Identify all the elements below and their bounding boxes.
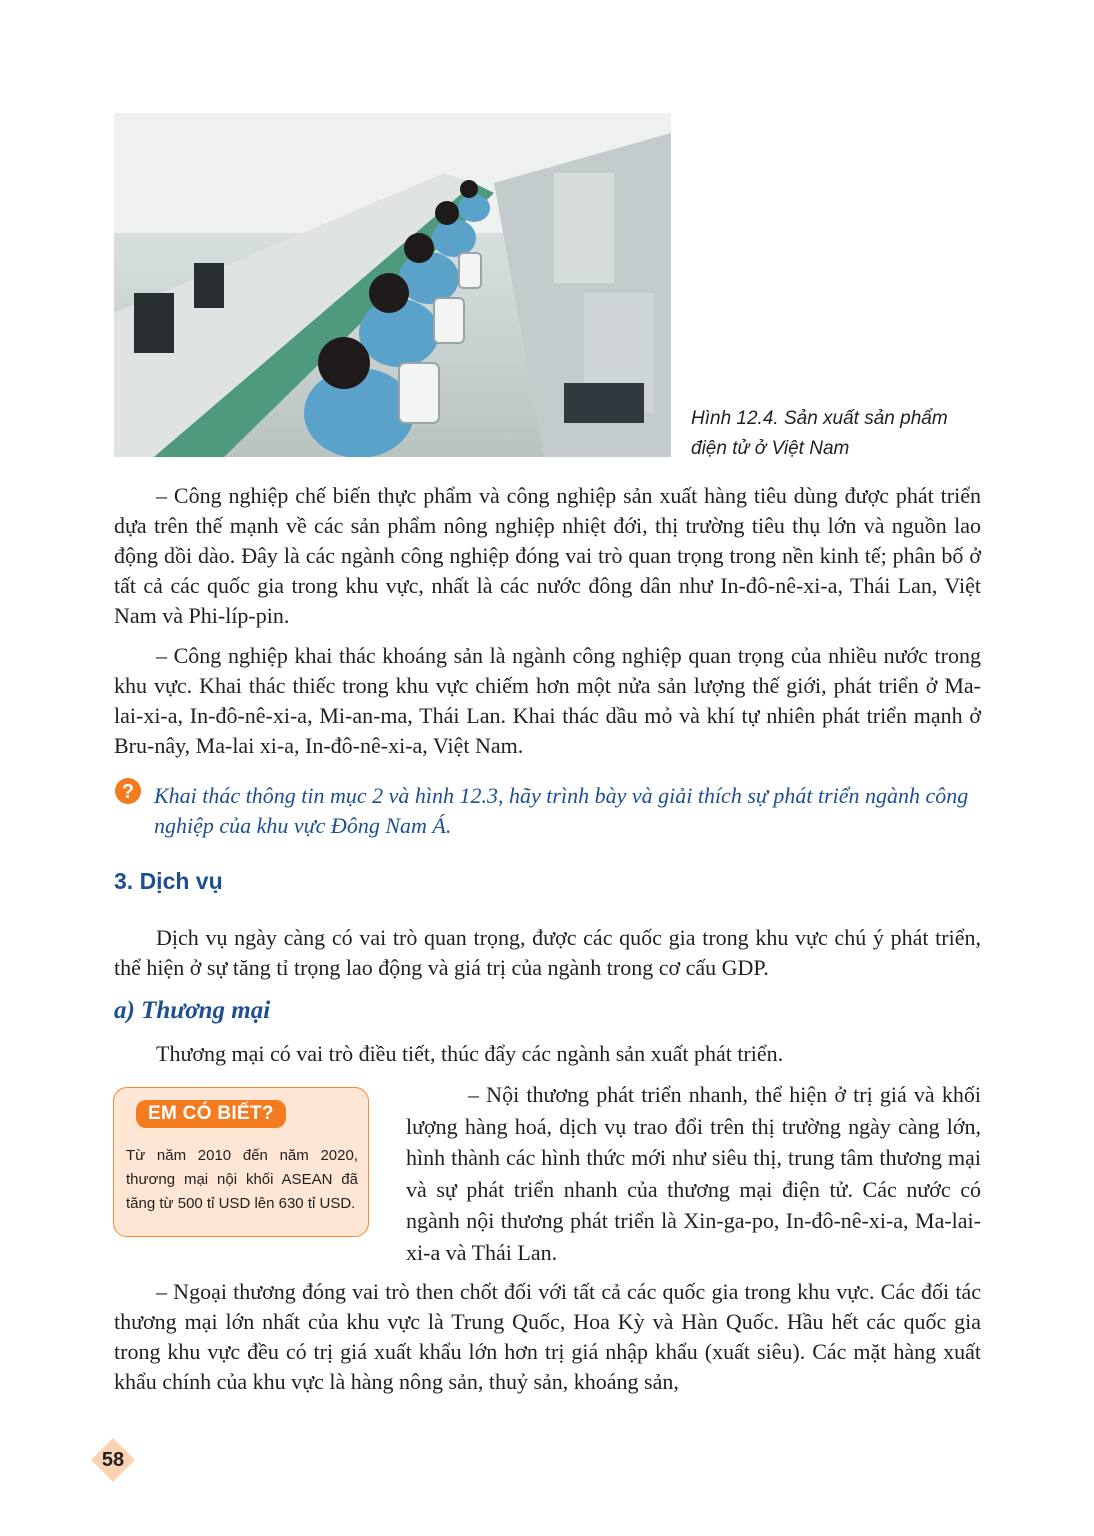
paragraph-domestic-trade: – Nội thương phát triển nhanh, thể hiện ở trị giá và khối lượng hàng hoá, dịch vụ trao đổi trên thị trường ngày càng lớn, hình thành các hình thức mới như siêu thị, trung tâm thương mại và sự phát triển nhanh của thương mại điện tử. Các nước có ngành nội thương phát triển là Xin-ga-po, In-đô-nê-xi-a, Ma-lai-xi-a và Thái Lan. [406, 1082, 981, 1265]
caption-line-2: điện tử ở Việt Nam [691, 438, 850, 459]
paragraph-mining-industry: – Công nghiệp khai thác khoáng sản là ngành công nghiệp quan trọng của nhiều nước trong khu vực. Khai thác thiếc trong khu vực chiếm hơn một nửa sản lượng thế giới, phát triển ở Ma-lai-xi-a, In-đô-nê-xi-a, Mi-an-ma, Thái Lan. Khai thác dầu mỏ và khí tự nhiên phát triển mạnh ở Bru-nây, Ma-lai xi-a, In-đô-nê-xi-a, Việt Nam. [114, 643, 981, 758]
did-you-know-box [113, 1087, 369, 1237]
svg-text:?: ? [121, 781, 135, 803]
paragraph-foreign-trade: – Ngoại thương đóng vai trò then chốt đối với tất cả các quốc gia trong khu vực. Các đối tác thương mại lớn nhất của khu vực là Trung Quốc, Hoa Kỳ và Hàn Quốc. Hầu hết các quốc gia trong khu vực đều có trị giá xuất khẩu lớn hơn trị giá nhập khẩu (xuất siêu). Các mặt hàng xuất khẩu chính của khu vực là hàng nông sản, thuỷ sản, khoáng sản, [114, 1279, 981, 1394]
factory-illustration [114, 113, 671, 457]
question-prompt: Khai thác thông tin mục 2 và hình 12.3, hãy trình bày và giải thích sự phát triển ngành công nghiệp của khu vực Đông Nam Á. [154, 783, 969, 838]
caption-line-1: Hình 12.4. Sản xuất sản phẩm [691, 408, 948, 429]
section-heading-services: 3. Dịch vụ [114, 868, 223, 894]
did-you-know-title: EM CÓ BIẾT? [136, 1100, 286, 1128]
paragraph-food-industry: – Công nghiệp chế biến thực phẩm và công nghiệp sản xuất hàng tiêu dùng được phát triển dựa trên thế mạnh về các sản phẩm nông nghiệp nhiệt đới, thị trường tiêu thụ lớn và nguồn lao động dồi dào. Đây là các ngành công nghiệp đóng vai trò quan trọng trong nền kinh tế; phân bố ở tất cả các quốc gia trong khu vực, nhất là các nước đông dân như In-đô-nê-xi-a, Thái Lan, Việt Nam và Phi-líp-pin. [114, 483, 981, 628]
page-number: 58 [101, 1449, 125, 1471]
electronics-factory-photo [114, 113, 671, 457]
question-mark-icon [114, 777, 142, 805]
did-you-know-text: Từ năm 2010 đến năm 2020, thương mại nội khối ASEAN đã tăng từ 500 tỉ USD lên 630 tỉ USD. [126, 1147, 358, 1212]
subheading-trade: a) Thương mại [114, 997, 271, 1024]
figure-caption [691, 404, 1011, 464]
paragraph-services-intro: Dịch vụ ngày càng có vai trò quan trọng, được các quốc gia trong khu vực chú ý phát triển, thể hiện ở sự tăng tỉ trọng lao động và giá trị của ngành trong cơ cấu GDP. [114, 925, 981, 980]
paragraph-trade-intro: Thương mại có vai trò điều tiết, thúc đẩy các ngành sản xuất phát triển. [156, 1041, 784, 1066]
